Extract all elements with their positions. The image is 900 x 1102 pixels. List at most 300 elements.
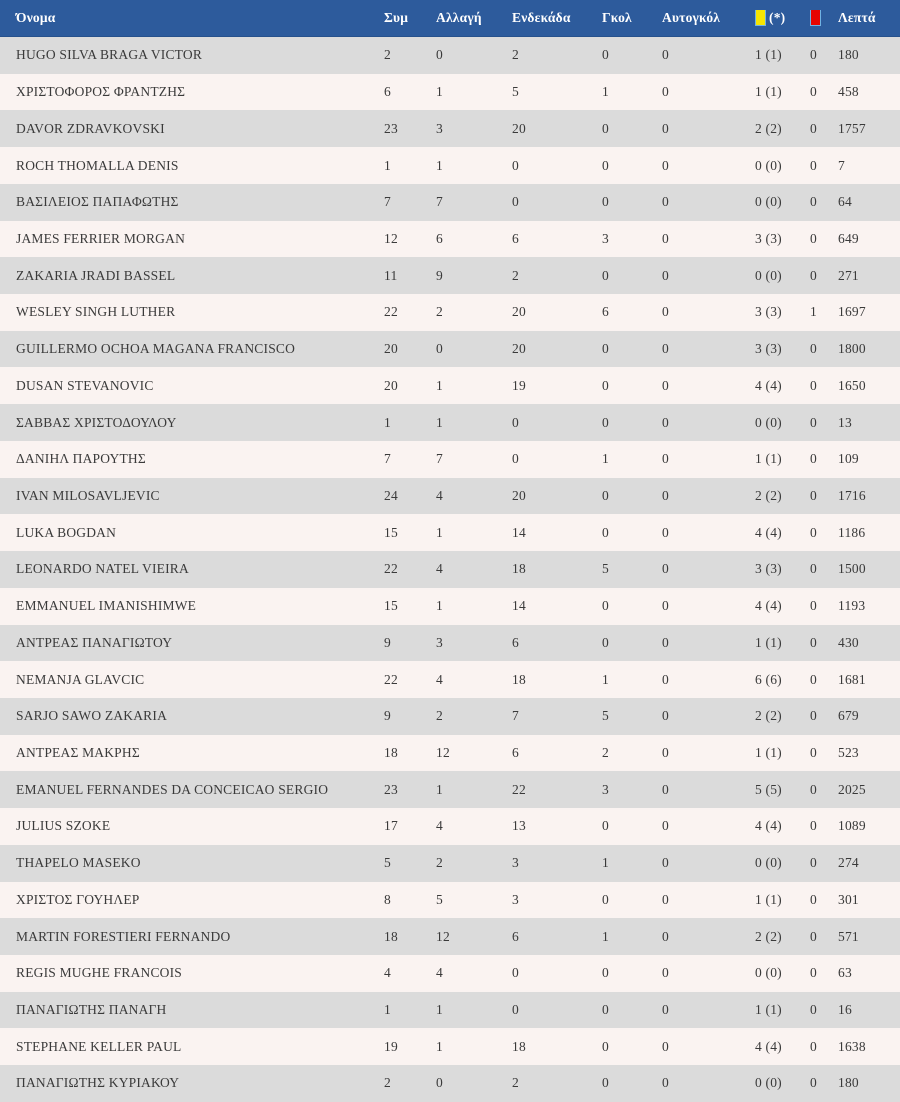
- own-goals-cell: 0: [662, 634, 669, 650]
- goals-cell: 1: [602, 855, 609, 871]
- minutes-cell: 1681: [838, 671, 866, 687]
- own-goals-cell: 0: [662, 120, 669, 136]
- appearances-cell: 15: [384, 524, 398, 540]
- player-name-cell: EMANUEL FERNANDES DA CONCEICAO SERGIO: [16, 781, 329, 797]
- table-row: [0, 882, 900, 919]
- substitutions-cell: 2: [436, 708, 443, 724]
- goals-cell: 1: [602, 671, 609, 687]
- red-cards-cell: 0: [810, 341, 817, 357]
- starting-eleven-cell: 2: [512, 267, 519, 283]
- own-goals-cell: 0: [662, 341, 669, 357]
- appearances-cell: 1: [384, 414, 391, 430]
- substitutions-cell: 1: [436, 1038, 443, 1054]
- substitutions-cell: 0: [436, 341, 443, 357]
- starting-eleven-cell: 3: [512, 891, 519, 907]
- table-row: [0, 918, 900, 955]
- appearances-cell: 23: [384, 120, 398, 136]
- substitutions-cell: 1: [436, 598, 443, 614]
- player-name-cell: ΑΝΤΡΕΑΣ ΠΑΝΑΓΙΩΤΟΥ: [16, 634, 173, 650]
- table-body: [0, 37, 900, 1102]
- column-header-goals: Γκολ: [602, 10, 632, 25]
- starting-eleven-cell: 0: [512, 194, 519, 210]
- red-cards-cell: 0: [810, 487, 817, 503]
- goals-cell: 0: [602, 414, 609, 430]
- yellow-cards-cell: 1 (1): [755, 634, 782, 650]
- player-name-cell: THAPELO MASEKO: [16, 855, 141, 871]
- table-row: [0, 367, 900, 404]
- player-name-cell: ΧΡΙΣΤΟΣ ΓΟΥΗΛΕΡ: [16, 891, 140, 907]
- red-cards-cell: 0: [810, 1038, 817, 1054]
- own-goals-cell: 0: [662, 561, 669, 577]
- own-goals-cell: 0: [662, 891, 669, 907]
- substitutions-cell: 7: [436, 194, 443, 210]
- column-header-minutes: Λεπτά: [838, 10, 876, 25]
- table-row: [0, 625, 900, 662]
- player-name-cell: DAVOR ZDRAVKOVSKI: [16, 120, 165, 136]
- player-name-cell: ΔΑΝΙΗΛ ΠΑΡΟΥΤΗΣ: [16, 451, 146, 467]
- own-goals-cell: 0: [662, 818, 669, 834]
- player-name-cell: JULIUS SZOKE: [16, 818, 111, 834]
- red-cards-cell: 0: [810, 1075, 817, 1091]
- table-row: [0, 74, 900, 111]
- column-header-yellow-cards: [755, 10, 810, 27]
- appearances-cell: 18: [384, 745, 398, 761]
- goals-cell: 6: [602, 304, 609, 320]
- minutes-cell: 274: [838, 855, 859, 871]
- yellow-cards-cell: 4 (4): [755, 524, 782, 540]
- player-name-cell: IVAN MILOSAVLJEVIC: [16, 487, 160, 503]
- goals-cell: 0: [602, 194, 609, 210]
- red-cards-cell: 0: [810, 965, 817, 981]
- appearances-cell: 5: [384, 855, 391, 871]
- table-row: [0, 771, 900, 808]
- yellow-cards-cell: 1 (1): [755, 1002, 782, 1018]
- appearances-cell: 20: [384, 377, 398, 393]
- appearances-cell: 22: [384, 304, 398, 320]
- own-goals-cell: 0: [662, 1038, 669, 1054]
- substitutions-cell: 9: [436, 267, 443, 283]
- starting-eleven-cell: 20: [512, 341, 526, 357]
- starting-eleven-cell: 14: [512, 524, 526, 540]
- substitutions-cell: 4: [436, 561, 443, 577]
- red-cards-cell: 0: [810, 561, 817, 577]
- appearances-cell: 19: [384, 1038, 398, 1054]
- substitutions-cell: 2: [436, 304, 443, 320]
- starting-eleven-cell: 14: [512, 598, 526, 614]
- minutes-cell: 571: [838, 928, 859, 944]
- appearances-cell: 7: [384, 451, 391, 467]
- table-row: [0, 588, 900, 625]
- appearances-cell: 1: [384, 157, 391, 173]
- minutes-cell: 63: [838, 965, 852, 981]
- table-row: [0, 661, 900, 698]
- red-cards-cell: 1: [810, 304, 817, 320]
- appearances-cell: 2: [384, 47, 391, 63]
- own-goals-cell: 0: [662, 47, 669, 63]
- substitutions-cell: 4: [436, 671, 443, 687]
- starting-eleven-cell: 20: [512, 120, 526, 136]
- own-goals-cell: 0: [662, 414, 669, 430]
- substitutions-cell: 4: [436, 818, 443, 834]
- player-name-cell: LUKA BOGDAN: [16, 524, 117, 540]
- goals-cell: 0: [602, 634, 609, 650]
- goals-cell: 0: [602, 1038, 609, 1054]
- goals-cell: 5: [602, 561, 609, 577]
- substitutions-cell: 1: [436, 377, 443, 393]
- column-header-name: Όνομα: [16, 10, 56, 25]
- substitutions-cell: 3: [436, 120, 443, 136]
- red-cards-cell: 0: [810, 157, 817, 173]
- substitutions-cell: 6: [436, 230, 443, 246]
- yellow-cards-cell: 1 (1): [755, 745, 782, 761]
- yellow-cards-cell: 3 (3): [755, 304, 782, 320]
- appearances-cell: 9: [384, 708, 391, 724]
- player-name-cell: HUGO SILVA BRAGA VICTOR: [16, 47, 203, 63]
- red-cards-cell: 0: [810, 818, 817, 834]
- own-goals-cell: 0: [662, 598, 669, 614]
- minutes-cell: 1638: [838, 1038, 866, 1054]
- minutes-cell: 2025: [838, 781, 866, 797]
- starting-eleven-cell: 6: [512, 928, 519, 944]
- goals-cell: 0: [602, 120, 609, 136]
- yellow-cards-cell: 2 (2): [755, 487, 782, 503]
- minutes-cell: 1193: [838, 598, 866, 614]
- yellow-cards-cell: 2 (2): [755, 120, 782, 136]
- appearances-cell: 2: [384, 1075, 391, 1091]
- yellow-cards-cell: 2 (2): [755, 708, 782, 724]
- table-row: [0, 478, 900, 515]
- column-header-starting-eleven: Ενδεκάδα: [512, 10, 571, 25]
- starting-eleven-cell: 0: [512, 414, 519, 430]
- appearances-cell: 17: [384, 818, 398, 834]
- yellow-cards-cell: 0 (0): [755, 1075, 782, 1091]
- goals-cell: 1: [602, 928, 609, 944]
- goals-cell: 5: [602, 708, 609, 724]
- red-cards-cell: 0: [810, 855, 817, 871]
- starting-eleven-cell: 0: [512, 451, 519, 467]
- own-goals-cell: 0: [662, 230, 669, 246]
- yellow-cards-cell: 3 (3): [755, 230, 782, 246]
- own-goals-cell: 0: [662, 928, 669, 944]
- starting-eleven-cell: 0: [512, 965, 519, 981]
- column-header-red-cards: [810, 10, 838, 27]
- red-cards-cell: 0: [810, 47, 817, 63]
- minutes-cell: 649: [838, 230, 859, 246]
- minutes-cell: 13: [838, 414, 852, 430]
- appearances-cell: 23: [384, 781, 398, 797]
- player-name-cell: LEONARDO NATEL VIEIRA: [16, 561, 189, 577]
- yellow-cards-cell: 4 (4): [755, 598, 782, 614]
- goals-cell: 0: [602, 965, 609, 981]
- minutes-cell: 1650: [838, 377, 866, 393]
- player-name-cell: WESLEY SINGH LUTHER: [16, 304, 176, 320]
- red-cards-cell: 0: [810, 451, 817, 467]
- minutes-cell: 458: [838, 84, 859, 100]
- player-name-cell: ZAKARIA JRADI BASSEL: [16, 267, 176, 283]
- substitutions-cell: 7: [436, 451, 443, 467]
- own-goals-cell: 0: [662, 855, 669, 871]
- yellow-cards-cell: 6 (6): [755, 671, 782, 687]
- red-cards-cell: 0: [810, 194, 817, 210]
- yellow-cards-cell: 2 (2): [755, 928, 782, 944]
- goals-cell: 0: [602, 1002, 609, 1018]
- goals-cell: 0: [602, 267, 609, 283]
- minutes-cell: 301: [838, 891, 859, 907]
- substitutions-cell: 2: [436, 855, 443, 871]
- appearances-cell: 12: [384, 230, 398, 246]
- table-row: [0, 184, 900, 221]
- red-cards-cell: 0: [810, 267, 817, 283]
- table-row: [0, 221, 900, 258]
- starting-eleven-cell: 2: [512, 47, 519, 63]
- yellow-cards-cell: 0 (0): [755, 267, 782, 283]
- player-name-cell: ΒΑΣΙΛΕΙΟΣ ΠΑΠΑΦΩΤΗΣ: [16, 194, 179, 210]
- starting-eleven-cell: 20: [512, 487, 526, 503]
- goals-cell: 0: [602, 1075, 609, 1091]
- minutes-cell: 1500: [838, 561, 866, 577]
- substitutions-cell: 0: [436, 47, 443, 63]
- goals-cell: 0: [602, 377, 609, 393]
- appearances-cell: 22: [384, 671, 398, 687]
- substitutions-cell: 1: [436, 1002, 443, 1018]
- yellow-cards-cell: 0 (0): [755, 157, 782, 173]
- substitutions-cell: 12: [436, 928, 450, 944]
- goals-cell: 0: [602, 524, 609, 540]
- table-row: [0, 808, 900, 845]
- yellow-cards-cell: 4 (4): [755, 818, 782, 834]
- starting-eleven-cell: 22: [512, 781, 526, 797]
- goals-cell: 0: [602, 891, 609, 907]
- red-card-icon: [810, 10, 821, 27]
- minutes-cell: 679: [838, 708, 859, 724]
- minutes-cell: 1757: [838, 120, 866, 136]
- goals-cell: 0: [602, 598, 609, 614]
- goals-cell: 0: [602, 487, 609, 503]
- goals-cell: 1: [602, 451, 609, 467]
- minutes-cell: 271: [838, 267, 859, 283]
- own-goals-cell: 0: [662, 671, 669, 687]
- substitutions-cell: 4: [436, 965, 443, 981]
- minutes-cell: 1716: [838, 487, 866, 503]
- red-cards-cell: 0: [810, 120, 817, 136]
- column-header-appearances: Συμ: [384, 10, 409, 25]
- starting-eleven-cell: 13: [512, 818, 526, 834]
- goals-cell: 3: [602, 230, 609, 246]
- own-goals-cell: 0: [662, 451, 669, 467]
- table-row: [0, 441, 900, 478]
- yellow-cards-cell: 4 (4): [755, 1038, 782, 1054]
- red-cards-cell: 0: [810, 928, 817, 944]
- appearances-cell: 9: [384, 634, 391, 650]
- player-name-cell: GUILLERMO OCHOA MAGANA FRANCISCO: [16, 341, 296, 357]
- red-cards-cell: 0: [810, 230, 817, 246]
- red-cards-cell: 0: [810, 84, 817, 100]
- substitutions-cell: 1: [436, 84, 443, 100]
- yellow-cards-cell: 0 (0): [755, 965, 782, 981]
- table-row: [0, 37, 900, 74]
- goals-cell: 0: [602, 157, 609, 173]
- substitutions-cell: 1: [436, 781, 443, 797]
- yellow-cards-cell: 1 (1): [755, 47, 782, 63]
- goals-cell: 0: [602, 341, 609, 357]
- table-row: [0, 992, 900, 1029]
- own-goals-cell: 0: [662, 267, 669, 283]
- goals-cell: 3: [602, 781, 609, 797]
- yellow-card-icon: [755, 10, 766, 27]
- own-goals-cell: 0: [662, 781, 669, 797]
- own-goals-cell: 0: [662, 194, 669, 210]
- minutes-cell: 1697: [838, 304, 866, 320]
- starting-eleven-cell: 5: [512, 84, 519, 100]
- table-row: [0, 147, 900, 184]
- player-name-cell: MARTIN FORESTIERI FERNANDO: [16, 928, 231, 944]
- player-name-cell: ΠΑΝΑΓΙΩΤΗΣ ΚΥΡΙΑΚΟΥ: [16, 1075, 180, 1091]
- appearances-cell: 1: [384, 1002, 391, 1018]
- goals-cell: 1: [602, 84, 609, 100]
- red-cards-cell: 0: [810, 414, 817, 430]
- starting-eleven-cell: 18: [512, 1038, 526, 1054]
- own-goals-cell: 0: [662, 487, 669, 503]
- red-cards-cell: 0: [810, 634, 817, 650]
- starting-eleven-cell: 7: [512, 708, 519, 724]
- column-header-substitutions: Αλλαγή: [436, 10, 482, 25]
- minutes-cell: 16: [838, 1002, 852, 1018]
- goals-cell: 0: [602, 47, 609, 63]
- own-goals-cell: 0: [662, 304, 669, 320]
- table-row: [0, 1028, 900, 1065]
- own-goals-cell: 0: [662, 708, 669, 724]
- table-row: [0, 1065, 900, 1102]
- minutes-cell: 430: [838, 634, 859, 650]
- appearances-cell: 6: [384, 84, 391, 100]
- minutes-cell: 7: [838, 157, 845, 173]
- table-row: [0, 110, 900, 147]
- starting-eleven-cell: 3: [512, 855, 519, 871]
- player-name-cell: REGIS MUGHE FRANCOIS: [16, 965, 183, 981]
- red-cards-cell: 0: [810, 377, 817, 393]
- substitutions-cell: 1: [436, 414, 443, 430]
- yellow-cards-cell: 1 (1): [755, 891, 782, 907]
- starting-eleven-cell: 6: [512, 745, 519, 761]
- starting-eleven-cell: 19: [512, 377, 526, 393]
- yellow-cards-cell: 0 (0): [755, 855, 782, 871]
- player-name-cell: EMMANUEL IMANISHIMWE: [16, 598, 197, 614]
- own-goals-cell: 0: [662, 1002, 669, 1018]
- starting-eleven-cell: 18: [512, 561, 526, 577]
- minutes-cell: 109: [838, 451, 859, 467]
- starting-eleven-cell: 2: [512, 1075, 519, 1091]
- player-name-cell: NEMANJA GLAVCIC: [16, 671, 145, 687]
- column-header-own-goals: Αυτογκόλ: [662, 10, 721, 25]
- starting-eleven-cell: 6: [512, 634, 519, 650]
- minutes-cell: 523: [838, 745, 859, 761]
- appearances-cell: 15: [384, 598, 398, 614]
- red-cards-cell: 0: [810, 891, 817, 907]
- own-goals-cell: 0: [662, 965, 669, 981]
- yellow-cards-cell: 0 (0): [755, 414, 782, 430]
- minutes-cell: 1089: [838, 818, 866, 834]
- starting-eleven-cell: 20: [512, 304, 526, 320]
- player-name-cell: STEPHANE KELLER PAUL: [16, 1038, 182, 1054]
- minutes-cell: 64: [838, 194, 852, 210]
- appearances-cell: 20: [384, 341, 398, 357]
- substitutions-cell: 12: [436, 745, 450, 761]
- table-header: [0, 0, 900, 37]
- own-goals-cell: 0: [662, 157, 669, 173]
- table-row: [0, 257, 900, 294]
- minutes-cell: 180: [838, 1075, 859, 1091]
- own-goals-cell: 0: [662, 377, 669, 393]
- yellow-cards-cell: 4 (4): [755, 377, 782, 393]
- red-cards-cell: 0: [810, 745, 817, 761]
- player-name-cell: SARJO SAWO ZAKARIA: [16, 708, 168, 724]
- player-name-cell: DUSAN STEVANOVIC: [16, 377, 154, 393]
- table-row: [0, 294, 900, 331]
- table-row: [0, 845, 900, 882]
- table-row: [0, 514, 900, 551]
- own-goals-cell: 0: [662, 524, 669, 540]
- starting-eleven-cell: 18: [512, 671, 526, 687]
- appearances-cell: 11: [384, 267, 398, 283]
- appearances-cell: 24: [384, 487, 398, 503]
- minutes-cell: 180: [838, 47, 859, 63]
- own-goals-cell: 0: [662, 745, 669, 761]
- substitutions-cell: 0: [436, 1075, 443, 1091]
- minutes-cell: 1800: [838, 341, 866, 357]
- yellow-cards-cell: 1 (1): [755, 84, 782, 100]
- appearances-cell: 18: [384, 928, 398, 944]
- yellow-cards-cell: 3 (3): [755, 561, 782, 577]
- player-name-cell: ΑΝΤΡΕΑΣ ΜΑΚΡΗΣ: [16, 745, 140, 761]
- red-cards-cell: 0: [810, 598, 817, 614]
- starting-eleven-cell: 6: [512, 230, 519, 246]
- yellow-cards-cell: 1 (1): [755, 451, 782, 467]
- minutes-cell: 1186: [838, 524, 866, 540]
- table-row: [0, 551, 900, 588]
- table-row: [0, 698, 900, 735]
- table-row: [0, 404, 900, 441]
- own-goals-cell: 0: [662, 1075, 669, 1091]
- starting-eleven-cell: 0: [512, 1002, 519, 1018]
- goals-cell: 0: [602, 818, 609, 834]
- own-goals-cell: 0: [662, 84, 669, 100]
- yellow-cards-cell: 5 (5): [755, 781, 782, 797]
- table-row: [0, 735, 900, 772]
- red-cards-cell: 0: [810, 1002, 817, 1018]
- red-cards-cell: 0: [810, 524, 817, 540]
- appearances-cell: 22: [384, 561, 398, 577]
- player-name-cell: ROCH THOMALLA DENIS: [16, 157, 179, 173]
- substitutions-cell: 1: [436, 524, 443, 540]
- yellow-cards-cell: 0 (0): [755, 194, 782, 210]
- appearances-cell: 7: [384, 194, 391, 210]
- player-name-cell: ΧΡΙΣΤΟΦΟΡΟΣ ΦΡΑΝΤΖΗΣ: [16, 84, 186, 100]
- table-row: [0, 331, 900, 368]
- goals-cell: 2: [602, 745, 609, 761]
- substitutions-cell: 3: [436, 634, 443, 650]
- red-cards-cell: 0: [810, 708, 817, 724]
- yellow-card-note: (*): [769, 9, 786, 25]
- substitutions-cell: 4: [436, 487, 443, 503]
- appearances-cell: 4: [384, 965, 391, 981]
- red-cards-cell: 0: [810, 671, 817, 687]
- appearances-cell: 8: [384, 891, 391, 907]
- substitutions-cell: 1: [436, 157, 443, 173]
- red-cards-cell: 0: [810, 781, 817, 797]
- player-name-cell: JAMES FERRIER MORGAN: [16, 230, 186, 246]
- player-name-cell: ΠΑΝΑΓΙΩΤΗΣ ΠΑΝΑΓΗ: [16, 1002, 167, 1018]
- starting-eleven-cell: 0: [512, 157, 519, 173]
